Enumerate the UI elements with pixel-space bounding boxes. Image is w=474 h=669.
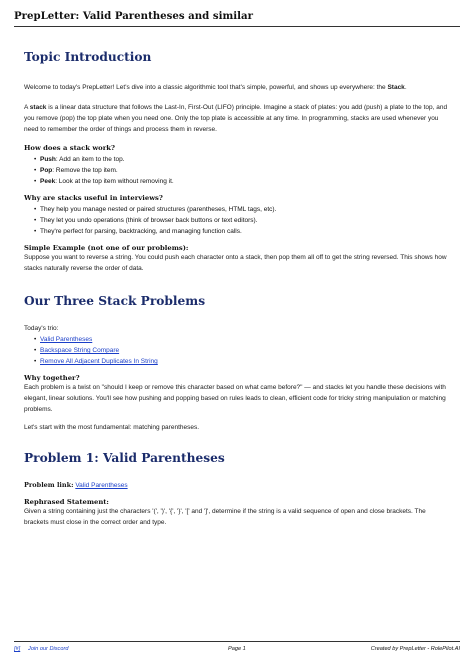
link-valid-parentheses[interactable]: Valid Parentheses	[40, 336, 93, 343]
intro-paragraph-2	[24, 102, 450, 135]
list-item	[34, 154, 450, 165]
why-together-heading: Why together?	[24, 374, 80, 382]
page-footer	[14, 641, 460, 657]
trio-label: Today's trio:	[24, 325, 59, 332]
why-together-text: Each problem is a twist on "should I keep or remove this character based on what came before?" — and stacks let you handle these decisions with elegant, linear solutions. You'll see how pushing and popping based on rules leads to clean, efficient code for tricky string manipulation or matching problems.	[24, 384, 446, 413]
simple-example-heading: Simple Example (not one of our problems):	[24, 244, 189, 252]
document-body	[24, 50, 450, 528]
why-stacks-list	[24, 204, 450, 237]
rephrased-heading: Rephrased Statement:	[24, 498, 109, 506]
link-problem-valid-parentheses[interactable]: Valid Parentheses	[75, 482, 128, 489]
problem-links-list	[24, 334, 450, 367]
intro-p1-end: .	[404, 84, 407, 91]
list-item-term: Pop	[40, 167, 53, 174]
list-item: • They help you manage nested or paired structures (parentheses, HTML tags, etc).	[34, 204, 450, 215]
list-item	[34, 176, 450, 187]
intro-p2-stack-term: stack	[29, 104, 47, 111]
document-title: PrepLetter: Valid Parentheses and similar	[14, 10, 460, 27]
intro-p1-stack-term: Stack	[387, 84, 405, 91]
intro-paragraph-1	[24, 82, 450, 93]
start-text: Let's start with the most fundamental: matching parentheses.	[24, 424, 200, 431]
intro-p2-text: is a linear data structure that follows the Last-In, First-Out (LIFO) principle. Imagine a stack of plates: you add (push) a plate to the top, and you remove (pop) the top plate when you need one. Only the top plate is accessible at any time. In programming, stacks are used whenever you need to remember the order of things and process them in reverse.	[24, 104, 448, 133]
list-item-desc: : Look at the top item without removing it.	[55, 178, 174, 185]
how-stack-works-list	[24, 154, 450, 187]
page-number: Page 1	[228, 646, 246, 652]
list-item	[34, 356, 450, 367]
footer-anchor-link[interactable]: [#]	[14, 646, 21, 652]
heading-problem-1: Problem 1: Valid Parentheses	[24, 451, 225, 465]
link-backspace-string-compare[interactable]: Backspace String Compare	[40, 347, 120, 354]
intro-p1-text: Welcome to today's PrepLetter! Let's dive into a classic algorithmic tool that's simple, powerful, and shows up everywhere: the	[24, 84, 388, 91]
link-remove-adjacent-duplicates[interactable]: Remove All Adjacent Duplicates In String	[40, 358, 158, 365]
why-stacks-heading: Why are stacks useful in interviews?	[24, 194, 163, 202]
list-item-term: Push	[40, 156, 56, 163]
intro-p2-start: A	[24, 104, 30, 111]
heading-three-problems: Our Three Stack Problems	[24, 294, 206, 308]
list-item: • They let you undo operations (think of browser back buttons or text editors).	[34, 215, 450, 226]
rephrased-text: Given a string containing just the characters '(', ')', '{', '}', '[' and ']', determine if the string is a valid sequence of open and close brackets. The brackets must close in the correct order and type.	[24, 508, 426, 526]
list-item-term: Peek	[40, 178, 56, 185]
problem-link-line	[24, 480, 450, 491]
list-item	[34, 165, 450, 176]
heading-topic-introduction: Topic Introduction	[24, 50, 152, 64]
simple-example-text: Suppose you want to reverse a string. You could push each character onto a stack, then pop them all off to get the string reversed. This shows how stacks naturally reverse the order of data.	[24, 254, 447, 272]
list-item: • They're perfect for parsing, backtracking, and managing function calls.	[34, 226, 450, 237]
list-item	[34, 345, 450, 356]
discord-link[interactable]: Join our Discord	[28, 646, 69, 652]
list-item-desc: : Add an item to the top.	[55, 156, 125, 163]
footer-links	[14, 646, 68, 652]
problem-link-label: Problem link:	[24, 481, 74, 489]
how-stack-works-heading: How does a stack work?	[24, 144, 115, 152]
list-item	[34, 334, 450, 345]
list-item-desc: : Remove the top item.	[52, 167, 118, 174]
footer-credit: Created by PrepLetter - RolePilot.AI	[370, 646, 460, 652]
